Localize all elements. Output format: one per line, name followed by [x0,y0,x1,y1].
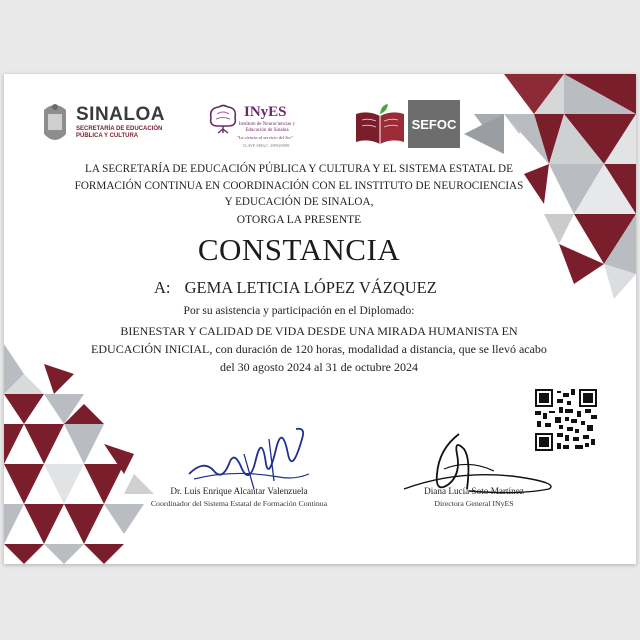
inyes-clave: CLAVE SEPyC: 25PSU0089 [242,143,290,148]
sinaloa-logo [40,100,170,150]
recipient-name: GEMA LETICIA LÓPEZ VÁZQUEZ [184,278,437,297]
inyes-name: INyES [244,104,287,120]
otorga-line: OTORGA LA PRESENTE [236,214,362,226]
signature-2-graphic [399,429,564,509]
sefoc-logo: SEFOC [408,100,460,148]
signature-1-graphic [184,419,314,494]
course-name: BIENESTAR Y CALIDAD DE VIDA DESDE UNA MIRADA HUMANISTA EN EDUCACIÓN INICIAL, [91,324,518,356]
recipient-line [154,278,474,298]
issuer-heading: LA SECRETARÍA DE EDUCACIÓN PÚBLICA Y CULTURA Y EL SISTEMA ESTATAL DE FORMACIÓN CONTINUA EN COORDINACIÓN CON EL INSTITUTO DE NEUROCIENCIAS Y EDUCACIÓN DE SINALOA, [74,163,524,208]
inyes-motto: "La ciencia al servicio del Ser" [236,135,294,140]
certificate [4,74,636,564]
sinaloa-seal-icon [40,100,70,148]
sinaloa-wordmark: SINALOA [76,104,165,125]
signature-1-role: Coordinador del Sistema Estatal de Formación Continua [150,499,328,508]
signature-1-name: Dr. Luis Enrique Alcantar Valenzuela [170,486,308,496]
sinaloa-subtitle: SECRETARÍA DE EDUCACIÓN PÚBLICA Y CULTURA [76,126,163,139]
course-details [84,322,554,376]
document-title: CONSTANCIA [197,232,401,267]
signature-2-role: Directora General INyES [434,499,514,508]
inyes-subtitle: Instituto de Neurociencias y Educación de Sinaloa [238,122,296,133]
signature-2-name: Diana Lucía Soto Martínez [424,486,524,496]
participation-line: Por su asistencia y participación en el Diplomado: [183,305,415,317]
recipient-prefix: A: [154,278,171,297]
book-logo-icon [354,102,406,146]
course-details-text: con duración de 120 horas, modalidad a distancia, que se llevó acabo del 30 agosto 2024 al 31 de octubre 2024 [212,342,547,374]
inyes-logo [204,100,304,152]
